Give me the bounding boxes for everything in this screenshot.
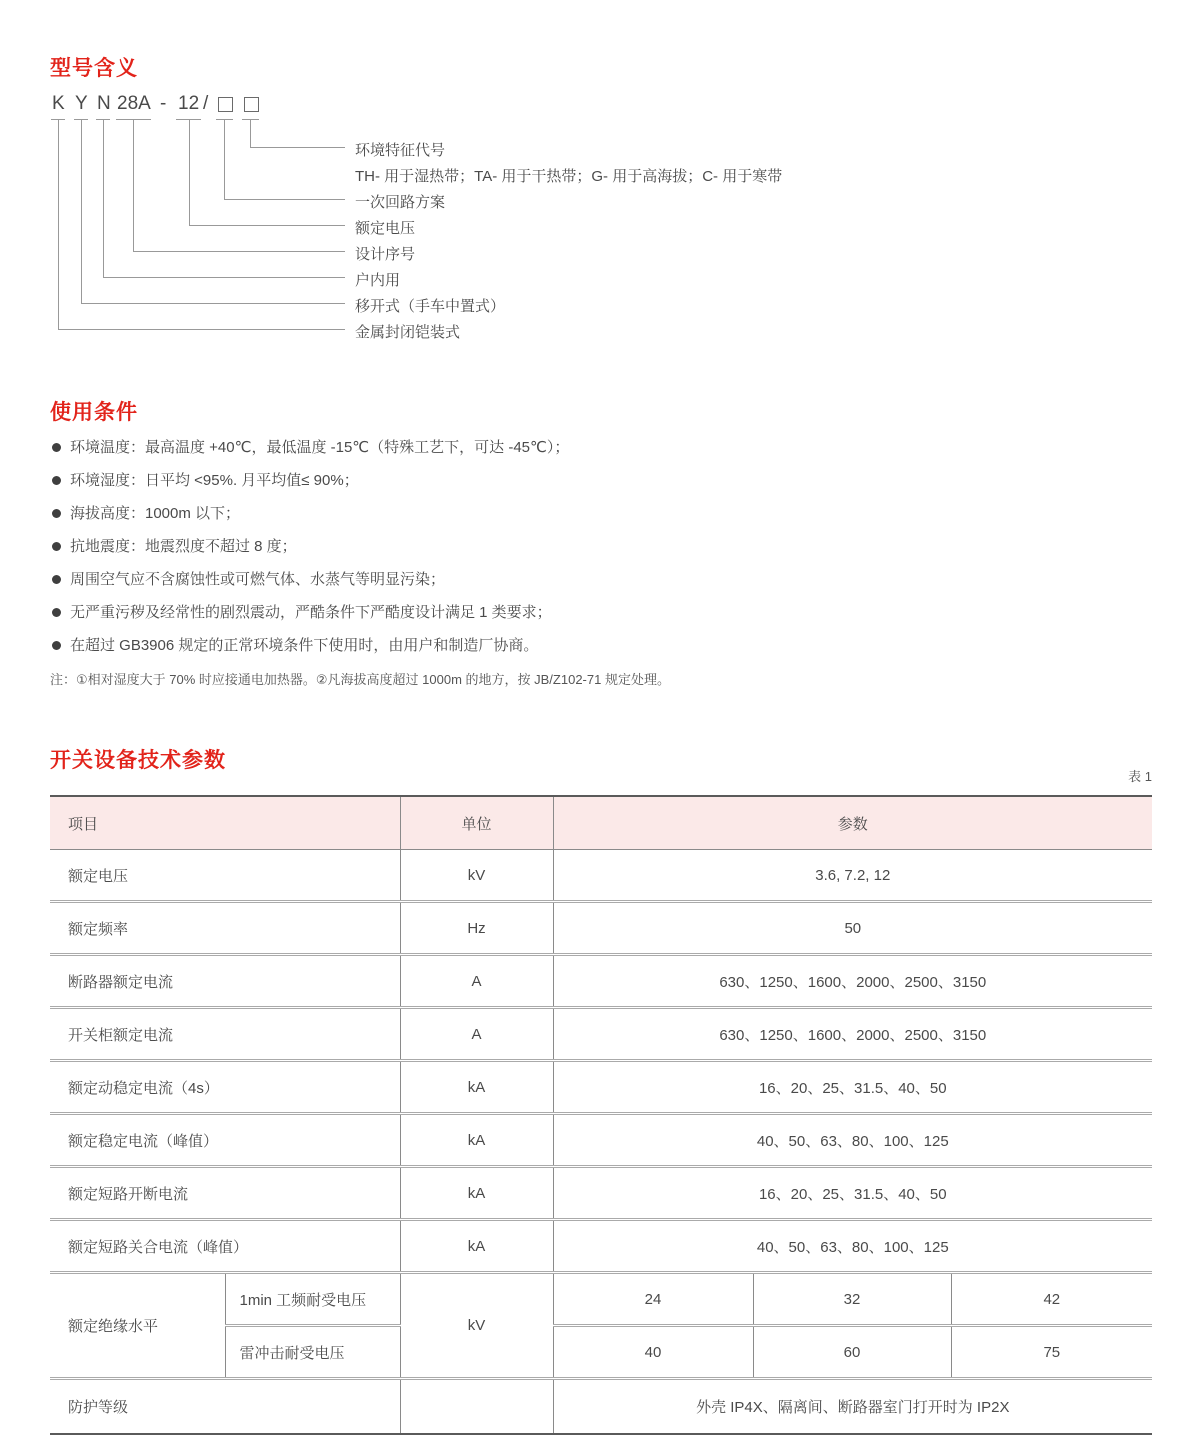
condition-text: 抗地震度：地震烈度不超过 8 度； bbox=[70, 538, 297, 555]
connector-line bbox=[81, 119, 82, 303]
table-row bbox=[50, 955, 1152, 1008]
list-item bbox=[50, 504, 1150, 524]
cell-unit: kA bbox=[400, 1167, 553, 1220]
connector-line bbox=[58, 119, 59, 329]
cell-value: 40 bbox=[553, 1326, 753, 1379]
bullet-icon bbox=[52, 542, 61, 551]
parameters-table bbox=[50, 795, 1152, 1435]
cell-unit: kV bbox=[400, 1273, 553, 1379]
cell-item: 额定稳定电流（峰值） bbox=[50, 1114, 400, 1167]
bullet-icon bbox=[52, 476, 61, 485]
connector-line bbox=[189, 225, 345, 226]
condition-text: 在超过 GB3906 规定的正常环境条件下使用时，由用户和制造厂协商。 bbox=[70, 637, 539, 654]
condition-text: 无严重污秽及经常性的剧烈震动，严酷条件下严酷度设计满足 1 类要求； bbox=[70, 604, 552, 621]
model-code-char: 12 bbox=[178, 93, 200, 114]
table-row bbox=[50, 850, 1152, 902]
model-code-char: 28A bbox=[117, 93, 151, 114]
cell-value: 3.6, 7.2, 12 bbox=[553, 850, 1152, 902]
cell-unit: A bbox=[400, 955, 553, 1008]
cell-item: 断路器额定电流 bbox=[50, 955, 400, 1008]
cell-unit: A bbox=[400, 1008, 553, 1061]
list-item bbox=[50, 636, 1150, 656]
bullet-icon bbox=[52, 608, 61, 617]
model-code-char: N bbox=[97, 93, 111, 114]
list-item bbox=[50, 570, 1150, 590]
column-header-unit: 单位 bbox=[400, 796, 553, 850]
model-code-char: - bbox=[160, 93, 167, 114]
bullet-icon bbox=[52, 443, 61, 452]
bullet-icon bbox=[52, 575, 61, 584]
designation-label: 设计序号 bbox=[355, 246, 416, 263]
designation-sublabel: TH- 用于湿热带；TA- 用于干热带；G- 用于高海拔；C- 用于寒带 bbox=[355, 168, 783, 185]
cell-unit: Hz bbox=[400, 902, 553, 955]
cell-item: 防护等级 bbox=[50, 1379, 400, 1435]
connector-line bbox=[250, 119, 251, 147]
model-code-char: K bbox=[52, 93, 65, 114]
condition-text: 环境温度：最高温度 +40℃，最低温度 -15℃（特殊工艺下，可达 -45℃）； bbox=[70, 439, 570, 456]
cell-item: 额定短路开断电流 bbox=[50, 1167, 400, 1220]
condition-text: 海拔高度：1000m 以下； bbox=[70, 505, 241, 522]
cell-item: 额定短路关合电流（峰值） bbox=[50, 1220, 400, 1273]
cell-unit bbox=[400, 1379, 553, 1435]
cell-value: 外壳 IP4X、隔离间、断路器室门打开时为 IP2X bbox=[696, 1399, 1010, 1416]
bullet-icon bbox=[52, 509, 61, 518]
bullet-icon bbox=[52, 641, 61, 650]
table-number-label: 表 1 bbox=[1128, 769, 1152, 784]
list-item bbox=[50, 537, 1150, 557]
table-row bbox=[50, 1061, 1152, 1114]
conditions-list bbox=[50, 438, 1150, 669]
table-row bbox=[50, 1167, 1152, 1220]
cell-unit: kV bbox=[400, 850, 553, 902]
placeholder-box-icon bbox=[218, 97, 233, 112]
model-section-title: 型号含义 bbox=[50, 57, 138, 80]
model-code-char: / bbox=[203, 93, 209, 114]
designation-label: 移开式（手车中置式） bbox=[355, 298, 506, 315]
condition-text: 周围空气应不含腐蚀性或可燃气体、水蒸气等明显污染； bbox=[70, 571, 446, 588]
table-row-insulation bbox=[50, 1273, 1152, 1326]
placeholder-box-icon bbox=[244, 97, 259, 112]
table-row bbox=[50, 1114, 1152, 1167]
model-designation-diagram bbox=[50, 93, 950, 353]
conditions-section-title: 使用条件 bbox=[50, 401, 138, 424]
connector-line bbox=[103, 277, 345, 278]
table-row bbox=[50, 1008, 1152, 1061]
cell-unit: kA bbox=[400, 1220, 553, 1273]
connector-line bbox=[133, 119, 134, 251]
cell-value: 42 bbox=[951, 1273, 1152, 1326]
column-header-item: 项目 bbox=[50, 796, 400, 850]
column-header-param: 参数 bbox=[553, 796, 1152, 850]
connector-line bbox=[189, 119, 190, 225]
connector-line bbox=[58, 329, 345, 330]
cell-value: 50 bbox=[553, 902, 1152, 955]
connector-line bbox=[250, 147, 345, 148]
condition-text: 环境湿度：日平均 <95%. 月平均值≤ 90%； bbox=[70, 472, 359, 489]
cell-sub-item: 1min 工频耐受电压 bbox=[225, 1273, 400, 1326]
cell-item: 额定频率 bbox=[50, 902, 400, 955]
cell-unit: kA bbox=[400, 1114, 553, 1167]
cell-value: 75 bbox=[951, 1326, 1152, 1379]
cell-item: 额定电压 bbox=[50, 850, 400, 902]
designation-label: 金属封闭铠装式 bbox=[355, 324, 461, 341]
designation-label: 额定电压 bbox=[355, 220, 416, 237]
table-header-row bbox=[50, 796, 1152, 850]
cell-value: 16、20、25、31.5、40、50 bbox=[553, 1061, 1152, 1114]
table-row-protection bbox=[50, 1379, 1152, 1435]
list-item bbox=[50, 603, 1150, 623]
connector-line bbox=[224, 199, 345, 200]
conditions-note: 注：①相对湿度大于 70% 时应接通电加热器。②凡海拔高度超过 1000m 的地方，按 JB/Z102-71 规定处理。 bbox=[50, 672, 670, 687]
cell-sub-item: 雷冲击耐受电压 bbox=[225, 1326, 400, 1379]
cell-value: 60 bbox=[753, 1326, 951, 1379]
connector-line bbox=[81, 303, 345, 304]
cell-item: 额定动稳定电流（4s） bbox=[50, 1061, 400, 1114]
table-row bbox=[50, 1220, 1152, 1273]
cell-value: 40、50、63、80、100、125 bbox=[553, 1220, 1152, 1273]
params-section-title: 开关设备技术参数 bbox=[50, 749, 226, 772]
cell-value: 24 bbox=[553, 1273, 753, 1326]
connector-line bbox=[224, 119, 225, 199]
cell-item: 额定绝缘水平 bbox=[50, 1273, 225, 1379]
cell-unit: kA bbox=[400, 1061, 553, 1114]
list-item bbox=[50, 438, 1150, 458]
cell-value: 16、20、25、31.5、40、50 bbox=[553, 1167, 1152, 1220]
cell-value: 32 bbox=[753, 1273, 951, 1326]
cell-value: 630、1250、1600、2000、2500、3150 bbox=[553, 1008, 1152, 1061]
model-code-char: Y bbox=[75, 93, 88, 114]
designation-label: 环境特征代号 bbox=[355, 142, 446, 159]
designation-label: 一次回路方案 bbox=[355, 194, 446, 211]
cell-value: 630、1250、1600、2000、2500、3150 bbox=[553, 955, 1152, 1008]
connector-line bbox=[103, 119, 104, 277]
connector-line bbox=[133, 251, 345, 252]
designation-label: 户内用 bbox=[355, 272, 401, 289]
list-item bbox=[50, 471, 1150, 491]
cell-item: 开关柜额定电流 bbox=[50, 1008, 400, 1061]
cell-value: 40、50、63、80、100、125 bbox=[553, 1114, 1152, 1167]
table-row bbox=[50, 902, 1152, 955]
